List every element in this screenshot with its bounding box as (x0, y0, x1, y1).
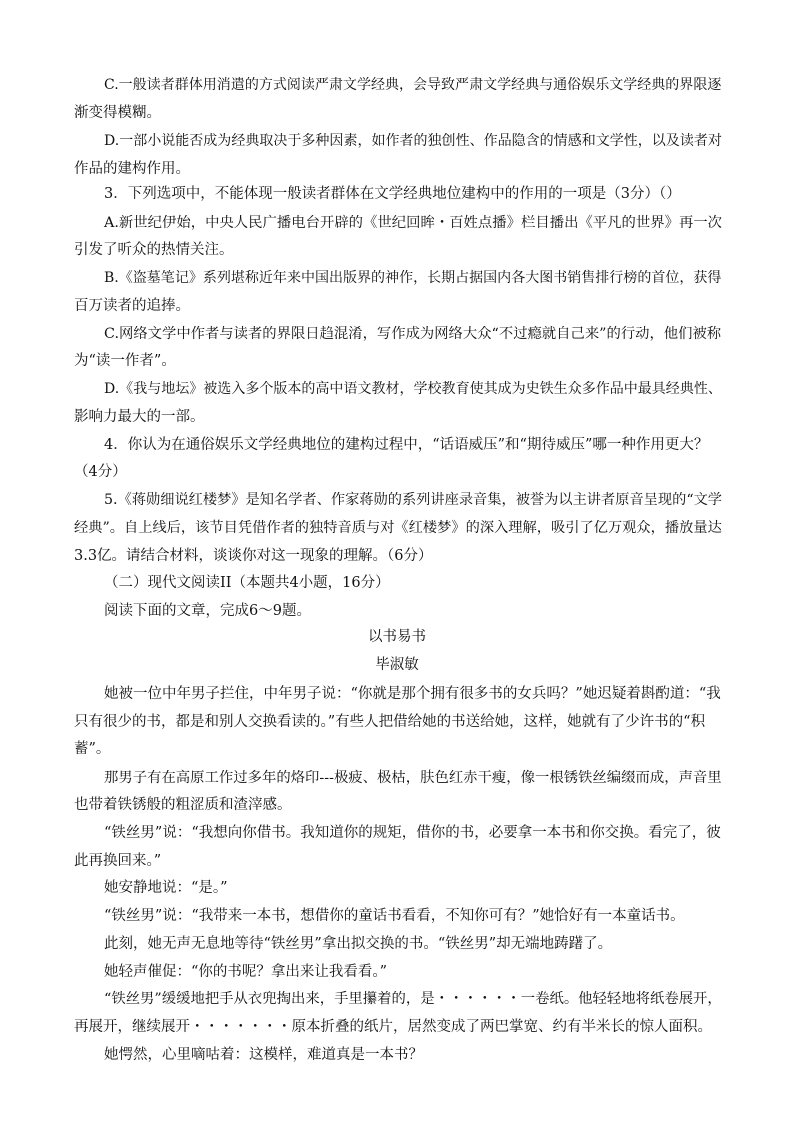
q3-option-a-line-1: A.新世纪伊始，中央人民广播电台开辟的《世纪回眸・百姓点播》栏目播出《平凡的世界》再一次 (104, 215, 723, 231)
question-4-line-2: （4分） (74, 464, 127, 480)
para-2-line-1: 那男子有在高原工作过多年的烙印---极疲、极枯，肤色红赤干瘦，像一根锈铁丝编缀而成，声音里 (104, 770, 722, 786)
para-2-line-2: 也带着铁锈般的粗涩质和渣滓感。 (74, 797, 292, 813)
option-d-line-2: 作品的建构作用。 (74, 161, 190, 177)
article-title: 以书易书 (368, 629, 426, 645)
q3-option-b-line-2: 百万读者的追捧。 (74, 298, 190, 314)
article-author: 毕淑敏 (375, 657, 419, 673)
q3-option-d-line-1: D.《我与地坛》被选入多个版本的高中语文教材，学校教育使其成为史铁生众多作品中最具经典性、 (104, 381, 722, 397)
q3-option-a-line-2: 引发了听众的热情关注。 (74, 242, 234, 258)
para-5: “铁丝男”说：“我带来一本书，想借你的童话书看看，不知你可有？”她恰好有一本童话书。 (104, 908, 685, 924)
para-7: 她轻声催促：“你的书呢？拿出来让我看看。” (104, 964, 388, 980)
para-6: 此刻，她无声无息地等待“铁丝男”拿出拟交换的书。“铁丝男”却无端地踌躇了。 (104, 936, 613, 952)
q3-option-c-line-2: 为“读一作者”。 (74, 353, 176, 369)
section-heading: （二）现代文阅读II（本题共4小题，16分） (104, 575, 390, 591)
para-4: 她安静地说：“是。” (104, 880, 228, 896)
para-3-line-1: “铁丝男”说：“我想向你借书。我知道你的规矩，借你的书，必要拿一本书和你交换。看完了，彼 (104, 825, 721, 841)
question-5-line-2: 经典”。自上线后，该节目凭借作者的独特音质与对《红楼梦》的深入理解，吸引了亿万观众，播放量达 (74, 520, 722, 536)
q3-option-d-line-2: 影响力最大的一部。 (74, 409, 205, 425)
para-8-line-2: 再展开，继续展开・・・・・・・原本折叠的纸片，居然变成了两巴掌宽、约有半米长的惊人面积。 (74, 1019, 712, 1035)
para-1-line-2: 只有很少的书，都是和别人交换看读的。”有些人把借给她的书送给她，这样，她就有了少许书的“积 (74, 714, 706, 730)
question-3: 3．下列选项中，不能体现一般读者群体在文学经典地位建构中的作用的一项是（3分）（） (104, 186, 681, 202)
option-d-line-1: D.一部小说能否成为经典取决于多种因素，如作者的独创性、作品隐含的情感和文学性，以及读者对 (104, 133, 722, 149)
para-1-line-1: 她被一位中年男子拦住，中年男子说：“你就是那个拥有很多书的女兵吗？”她迟疑着斟酌道：“我 (104, 686, 721, 702)
question-5-line-3: 3.3亿。请结合材料，谈谈你对这一现象的理解。（6分） (74, 548, 433, 564)
question-4-line-1: 4．你认为在通俗娱乐文学经典地位的建构过程中，“话语威压”和“期待威压”哪一种作用更大？ (104, 437, 709, 453)
para-3-line-2: 此再换回来。” (74, 853, 162, 869)
para-1-line-3: 蓄”。 (74, 741, 111, 757)
q3-option-b-line-1: B.《盗墓笔记》系列堪称近年来中国出版界的神作，长期占据国内各大图书销售排行榜的首位，获得 (104, 270, 722, 286)
question-5-line-1: 5.《蒋勋细说红楼梦》是知名学者、作家蒋勋的系列讲座录音集，被誉为以主讲者原音呈现的“文学 (104, 492, 723, 508)
q3-option-c-line-1: C.网络文学中作者与读者的界限日趋混淆，写作成为网络大众“不过瘾就自己来”的行动，他们被称 (104, 326, 722, 342)
para-9: 她愕然，心里嘀咕着：这模样，难道真是一本书？ (104, 1047, 423, 1063)
option-c-line-2: 渐变得模糊。 (74, 105, 161, 121)
option-c-line-1: C.一般读者群体用消遣的方式阅读严肃文学经典，会导致严肃文学经典与通俗娱乐文学经典的界限逐 (104, 77, 722, 93)
reading-instruction: 阅读下面的文章，完成6～9题。 (104, 603, 311, 619)
para-8-line-1: “铁丝男”缓缓地把手从衣兜掏出来，手里攥着的，是・・・・・・一卷纸。他轻轻地将纸卷展开， (104, 991, 722, 1007)
